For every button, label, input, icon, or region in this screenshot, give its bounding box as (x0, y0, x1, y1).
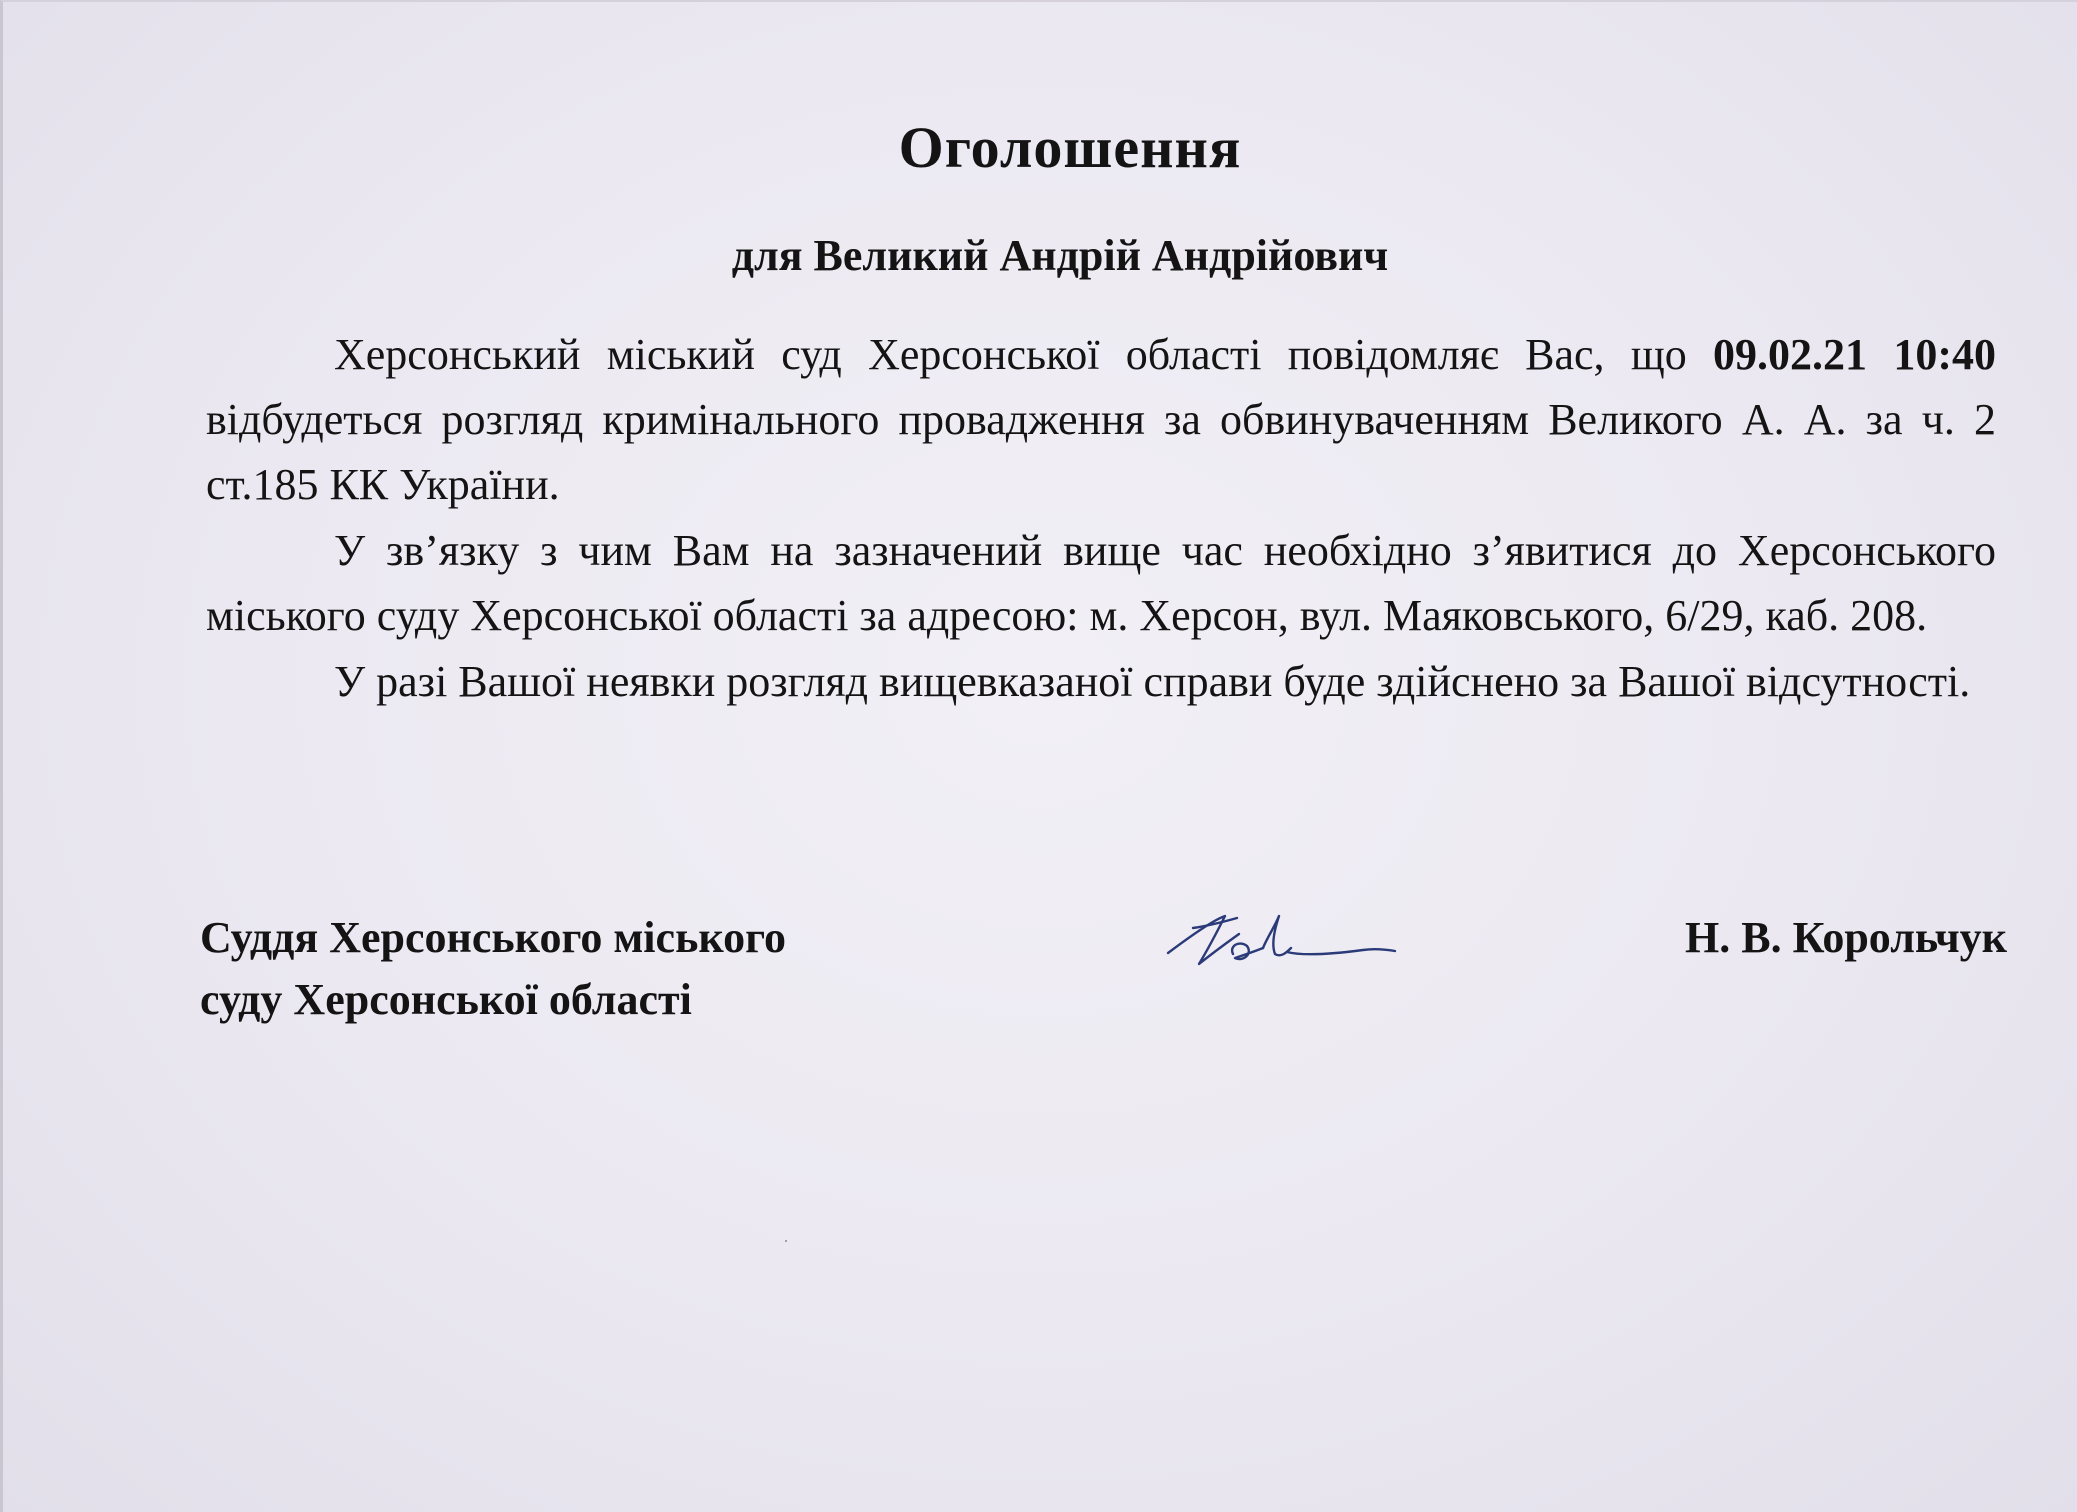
judge-position (200, 907, 786, 1031)
handwritten-signature (1163, 898, 1403, 988)
paragraph-appearance-address: У зв’язку з чим Вам на зазначений вище час необхідно з’явитися до Херсонського міського суду Херсонської області за адресою: м. Херсон, вул. Маяковського, 6/29, каб. 208. (206, 526, 1996, 640)
paragraph-hearing-notice (206, 322, 1996, 517)
judge-name: Н. В. Корольчук (1685, 913, 2007, 962)
hearing-datetime: 09.02.21 10:40 (1713, 330, 1996, 379)
document-title: Оголошення (898, 115, 1242, 180)
judge-position-line-2: суду Херсонської області (200, 975, 692, 1024)
paper-speck (785, 1240, 787, 1242)
notice-body (206, 322, 1996, 714)
judge-position-line-1: Суддя Херсонського міського (200, 913, 786, 962)
paragraph-1-pre: Херсонський міський суд Херсонської області повідомляє Вас, що (334, 330, 1714, 379)
paragraph-absence-warning: У разі Вашої неявки розгляд вищевказаної справи буде здійснено за Вашої відсутності. (334, 657, 1971, 706)
paragraph-1-post: відбудеться розгляд кримінального провадження за обвинуваченням Великого А. А. за ч. 2 ст.185 КК України. (206, 395, 1996, 509)
addressee-line: для Великий Андрій Андрійович (731, 231, 1389, 280)
